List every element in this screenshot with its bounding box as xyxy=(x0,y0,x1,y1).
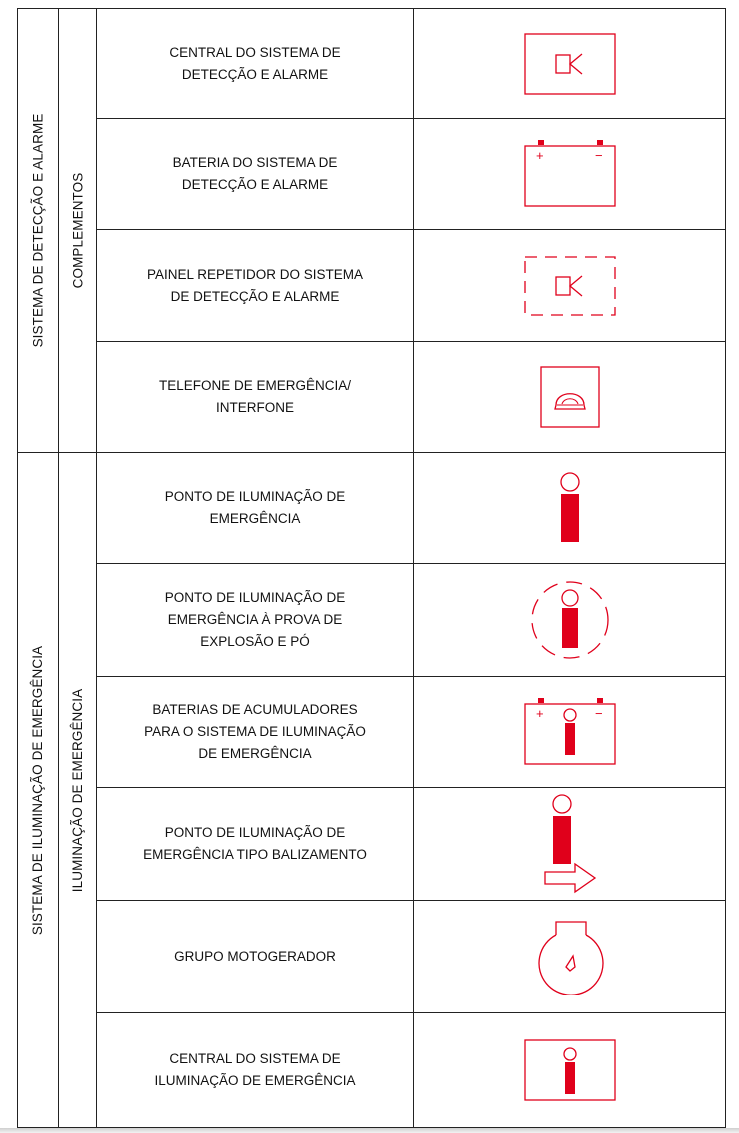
symbol-cell xyxy=(414,342,725,452)
row-description: BATERIA DO SISTEMA DE DETECÇÃO E ALARME xyxy=(172,155,338,192)
row-description: TELEFONE DE EMERGÊNCIA/ INTERFONE xyxy=(158,378,352,415)
symbol-cell xyxy=(414,453,725,563)
row-description: PONTO DE ILUMINAÇÃO DE EMERGÊNCIA À PROVA DE EXPLOSÃO E PÓ xyxy=(164,590,346,649)
minus-sign: − xyxy=(594,706,603,721)
row-description: CENTRAL DO SISTEMA DE ILUMINAÇÃO DE EMERGÊNCIA xyxy=(154,1051,356,1088)
symbol-cell xyxy=(414,788,725,900)
repeater-panel-icon xyxy=(523,255,617,317)
minus-sign: − xyxy=(594,148,603,163)
subgroup-label: COMPLEMENTOS xyxy=(70,172,86,289)
row-description: PONTO DE ILUMINAÇÃO DE EMERGÊNCIA TIPO BALIZAMENTO xyxy=(143,825,367,862)
explosion-proof-light-icon xyxy=(528,578,612,662)
motor-generator-icon xyxy=(530,919,610,995)
row-description: GRUPO MOTOGERADOR xyxy=(174,948,336,964)
symbol-cell xyxy=(414,1013,725,1127)
subgroup-label: ILUMINAÇÃO DE EMERGÊNCIA xyxy=(70,688,85,892)
row-description: CENTRAL DO SISTEMA DE DETECÇÃO E ALARME xyxy=(169,44,341,82)
symbol-cell xyxy=(414,9,725,118)
emergency-light-icon xyxy=(555,472,585,544)
accumulator-battery-icon xyxy=(524,698,616,766)
emergency-phone-icon xyxy=(540,366,600,428)
symbol-cell xyxy=(414,677,725,787)
guidance-light-icon xyxy=(543,794,597,894)
battery-icon xyxy=(524,140,616,208)
symbol-cell xyxy=(414,230,725,341)
system-label: SISTEMA DE DETECÇÃO E ALARME xyxy=(30,113,46,348)
plus-sign: + xyxy=(535,706,544,721)
symbol-cell xyxy=(414,564,725,676)
symbol-cell xyxy=(414,119,725,229)
row-description: BATERIAS DE ACUMULADORES PARA O SISTEMA DE ILUMINAÇÃO DE EMERGÊNCIA xyxy=(144,702,366,761)
row-description: PAINEL REPETIDOR DO SISTEMA DE DETECÇÃO E ALARME xyxy=(146,266,364,304)
detection-alarm-central-icon xyxy=(524,33,616,95)
symbol-cell xyxy=(414,901,725,1012)
system-label: SISTEMA DE ILUMINAÇÃO DE EMERGÊNCIA xyxy=(30,645,46,935)
plus-sign: + xyxy=(535,148,544,163)
row-description: PONTO DE ILUMINAÇÃO DE EMERGÊNCIA xyxy=(164,489,346,526)
emergency-lighting-central-icon xyxy=(524,1039,616,1101)
page-edge xyxy=(0,1128,739,1133)
